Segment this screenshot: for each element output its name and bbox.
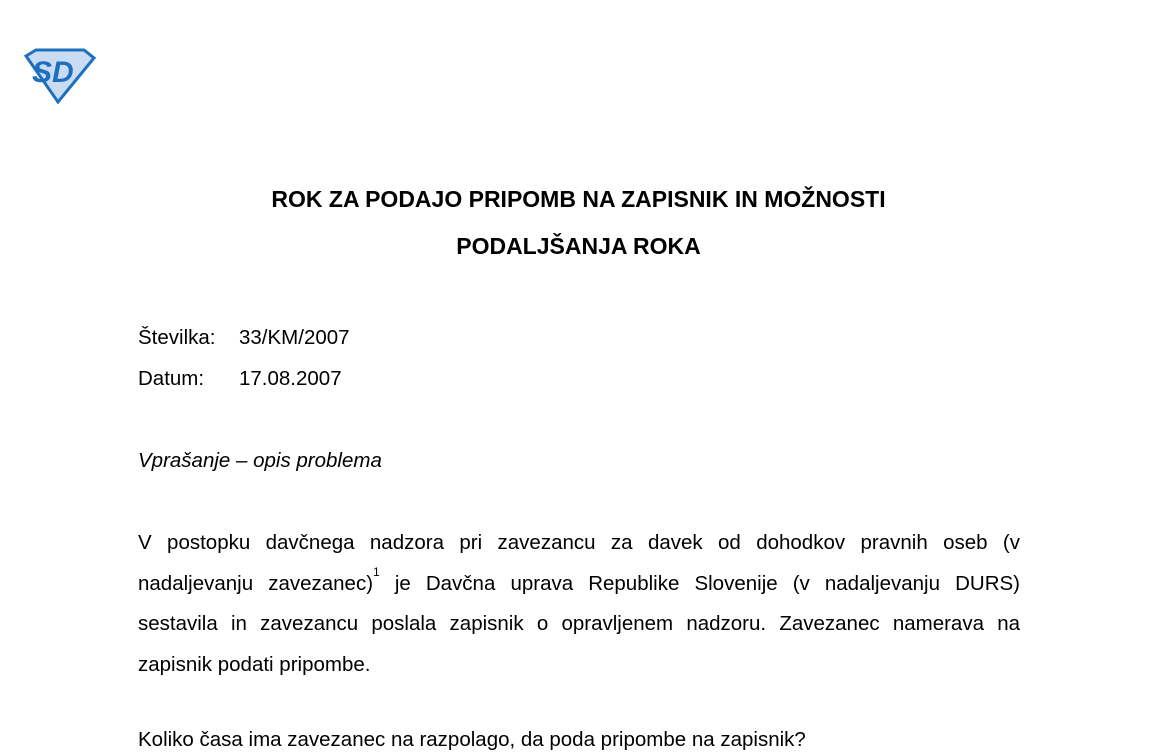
body-paragraph <box>138 523 1020 685</box>
document-title-line-2: PODALJŠANJA ROKA <box>456 233 701 259</box>
date-label: Datum: <box>138 367 205 390</box>
company-logo <box>22 48 96 104</box>
paragraph-text: V postopku davčnega nadzora pri zavezancu za davek od dohodkov pravnih oseb (v nadaljevanju zavezanec) <box>138 531 1020 595</box>
number-label: Številka: <box>138 326 216 349</box>
document-date <box>138 367 342 391</box>
section-heading: Vprašanje – opis problema <box>138 449 382 472</box>
svg-text:SD: SD <box>32 56 74 89</box>
document-title-line-1: ROK ZA PODAJO PRIPOMB NA ZAPISNIK IN MOŽNOSTI <box>271 186 886 212</box>
question-text: Koliko časa ima zavezanec na razpolago, da poda pripombe na zapisnik? <box>138 728 806 751</box>
document-number <box>138 326 350 350</box>
date-value: 17.08.2007 <box>239 367 342 390</box>
paragraph-text-continued: je Davčna uprava Republike Slovenije (v nadaljevanju DURS) sestavila in zavezancu poslala zapisnik o opravljenem nadzoru. Zavezanec namerava na zapisnik podati pripombe. <box>138 571 1020 676</box>
footnote-reference[interactable]: 1 <box>373 564 380 579</box>
number-value: 33/KM/2007 <box>239 326 350 349</box>
